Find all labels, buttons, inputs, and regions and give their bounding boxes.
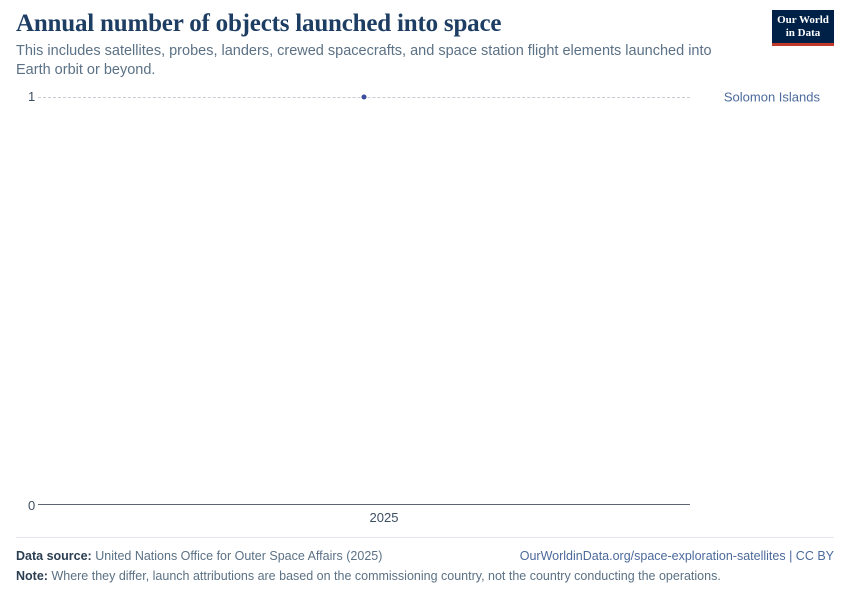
chart-header [16,10,834,81]
footer-source-value: United Nations Office for Outer Space Affairs (2025) [95,549,383,564]
x-axis-tick-2025: 2025 [369,509,399,525]
owid-logo[interactable] [772,10,834,46]
footer-note-value: Where they differ, launch attributions are based on the commissioning country, not the country conducting the operations. [51,568,721,583]
footer-note-label: Note: [16,568,48,583]
series-label-solomon-islands[interactable]: Solomon Islands [723,89,820,105]
plot-region [38,97,690,505]
footer-note-row [16,567,834,586]
y-axis-tick-bottom: 0 [28,497,36,513]
data-point-solomon-islands-2025[interactable] [362,94,367,99]
page-title: Annual number of objects launched into space [16,10,502,37]
chart-subtitle: This includes satellites, probes, landers, crewed spacecrafts, and space station flight elements launched into Earth orbit or beyond. [16,43,712,79]
footer-source-row [16,547,834,566]
owid-logo-line1: Our World [777,14,829,26]
chart-footer [16,537,834,586]
y-axis-tick-top: 1 [28,88,36,104]
footer-attribution[interactable]: OurWorldinData.org/space-exploration-satellites | CC BY [519,549,834,564]
owid-logo-line2: in Data [785,27,821,39]
chart-area [16,88,834,529]
footer-source-label: Data source: [16,549,92,564]
